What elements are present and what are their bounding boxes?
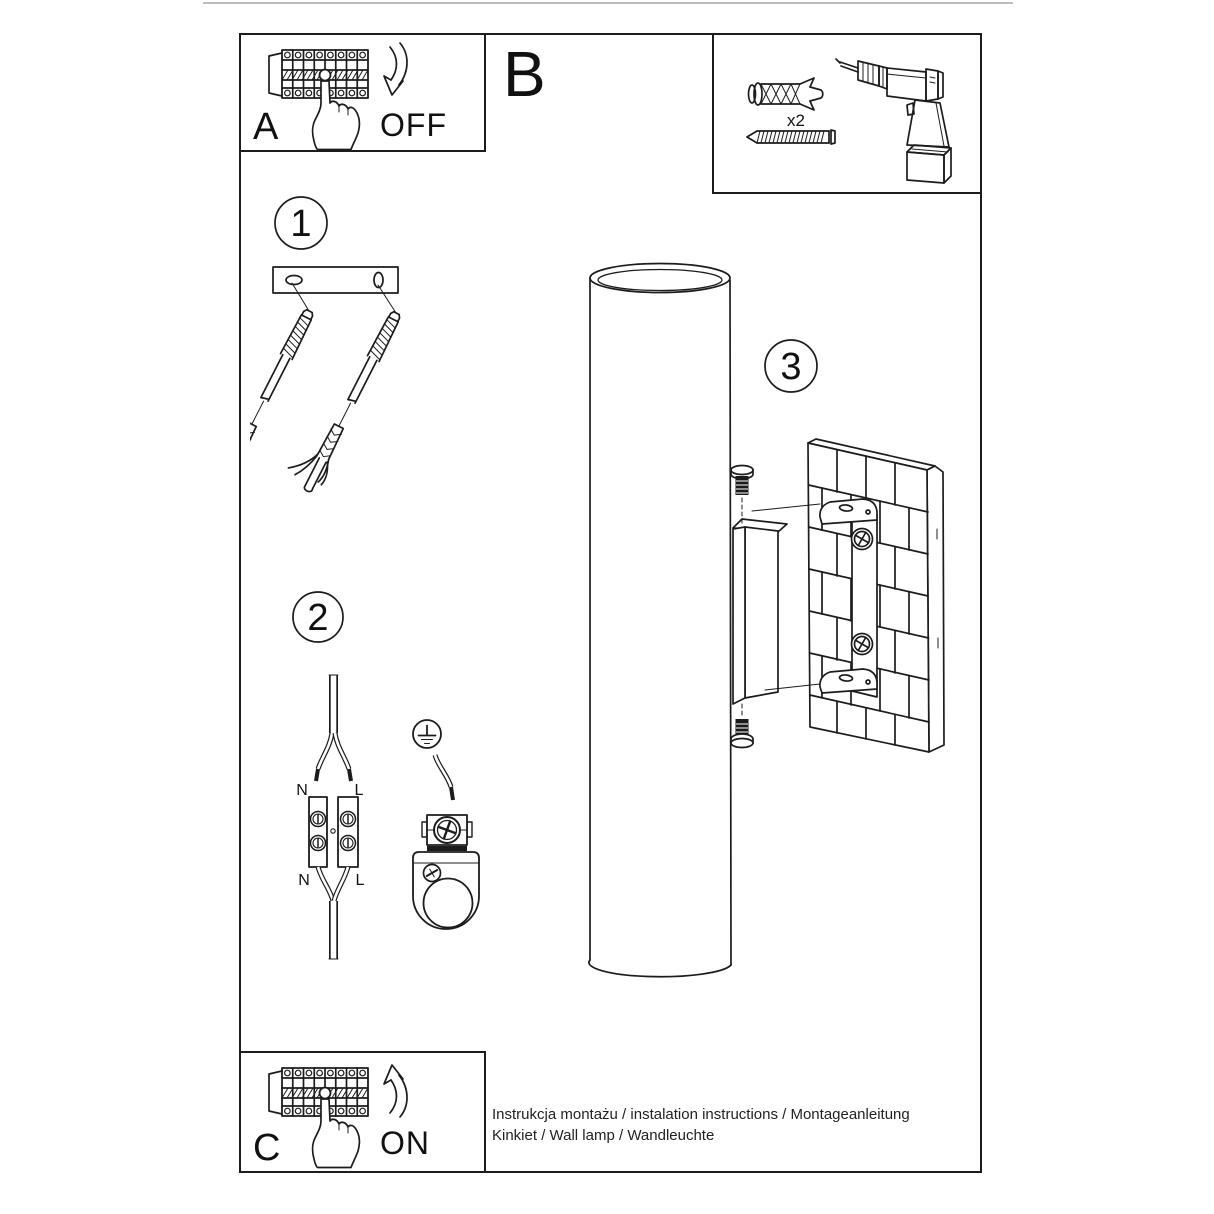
bracket-screw-icon xyxy=(852,634,873,655)
wire-label-l-top: L xyxy=(354,782,364,799)
svg-text:1: 1 xyxy=(290,203,312,245)
footer-line-1: Instrukcja montażu / instalation instructions / Montageanleitung xyxy=(492,1106,910,1123)
panel-a-switch-off xyxy=(239,33,486,152)
terminal-block-icon xyxy=(309,797,358,867)
step-3-badge xyxy=(765,340,817,392)
power-cable-icon xyxy=(318,867,348,959)
svg-text:2: 2 xyxy=(307,597,329,639)
bracket-screw-icon xyxy=(852,529,873,550)
breaker-toggle-knob xyxy=(320,70,331,81)
panel-c-letter: C xyxy=(253,1127,281,1169)
wire-label-l-bottom: L xyxy=(355,872,365,889)
wall-plug-anchor-icon xyxy=(749,78,823,110)
screw-quantity-label: x2 xyxy=(787,111,805,130)
ground-terminal-icon xyxy=(413,815,479,929)
curved-arrow-down-icon xyxy=(384,43,407,95)
page-top-edge xyxy=(203,2,1013,4)
on-label: ON xyxy=(380,1125,430,1161)
screw-with-anchor-icon xyxy=(283,301,407,496)
wire-label-n-top: N xyxy=(296,782,308,799)
set-screw-icon xyxy=(731,466,753,525)
curved-arrow-up-icon xyxy=(384,1065,407,1117)
svg-text:3: 3 xyxy=(780,346,802,388)
breaker-toggle-knob xyxy=(320,1088,331,1099)
mounting-plate-icon xyxy=(273,267,398,293)
footer-line-2: Kinkiet / Wall lamp / Wandleuchte xyxy=(492,1127,715,1144)
step-2-badge xyxy=(293,592,343,642)
tools-box xyxy=(712,33,982,194)
power-cable-icon xyxy=(316,675,351,781)
step-3-illustration xyxy=(560,240,984,1000)
step-1-illustration xyxy=(250,190,530,520)
lamp-back-plate xyxy=(733,519,787,704)
cordless-drill-icon xyxy=(836,59,951,183)
panel-c-switch-on xyxy=(239,1051,486,1173)
panel-b-letter: B xyxy=(503,38,546,110)
panel-a-letter: A xyxy=(253,106,279,148)
wire-label-n-bottom: N xyxy=(298,872,310,889)
ground-wire xyxy=(435,755,453,800)
step-1-badge xyxy=(275,197,327,249)
screw-icon xyxy=(747,130,835,144)
off-label: OFF xyxy=(380,107,447,143)
lamp-tube-icon xyxy=(589,264,731,977)
set-screw-icon xyxy=(731,704,753,748)
footer-text xyxy=(492,1104,910,1146)
step-2-illustration xyxy=(280,585,500,975)
earth-ground-symbol-icon xyxy=(413,720,441,748)
